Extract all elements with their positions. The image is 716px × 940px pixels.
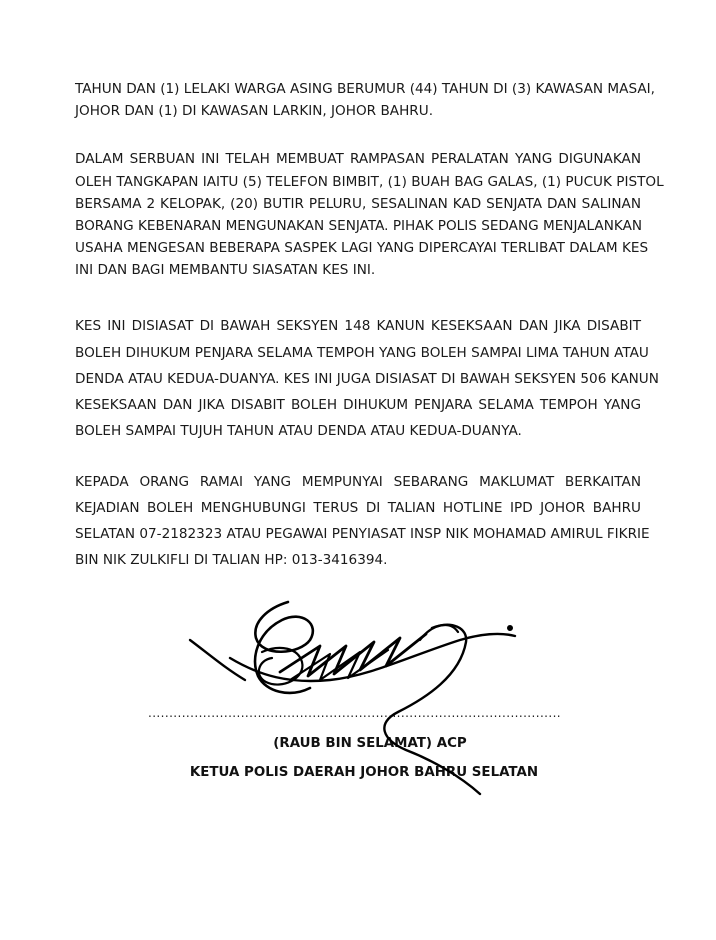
- signature-stroke: [420, 625, 458, 640]
- signature-stroke: [280, 634, 426, 676]
- paragraph-4-line-2: KEJADIAN BOLEH MENGHUBUNGI TERUS DI TALIAN HOTLINE IPD JOHOR BAHRU: [75, 500, 641, 516]
- paragraph-3-line-3: DENDA ATAU KEDUA-DUANYA. KES INI JUGA DISIASAT DI BAWAH SEKSYEN 506 KANUN: [75, 371, 659, 387]
- paragraph-3-line-5: BOLEH SAMPAI TUJUH TAHUN ATAU DENDA ATAU KEDUA-DUANYA.: [75, 423, 522, 439]
- paragraph-2-line-6: INI DAN BAGI MEMBANTU SIASATAN KES INI.: [75, 262, 376, 278]
- signature-stroke: [255, 602, 313, 693]
- signatory-name: (RAUB BIN SELAMAT) ACP: [273, 736, 467, 751]
- paragraph-3-line-4: KESEKSAAN DAN JIKA DISABIT BOLEH DIHUKUM PENJARA SELAMA TEMPOH YANG: [75, 397, 641, 413]
- paragraph-3-line-2: BOLEH DIHUKUM PENJARA SELAMA TEMPOH YANG BOLEH SAMPAI LIMA TAHUN ATAU: [75, 345, 649, 361]
- signature-stroke: [190, 640, 245, 680]
- signatory-title: KETUA POLIS DAERAH JOHOR BAHRU SELATAN: [189, 765, 539, 780]
- paragraph-2-line-2: OLEH TANGKAPAN IAITU (5) TELEFON BIMBIT, (1) BUAH BAG GALAS, (1) PUCUK PISTOL: [75, 174, 664, 190]
- paragraph-4-line-4: BIN NIK ZULKIFLI DI TALIAN HP: 013-3416394.: [75, 552, 388, 568]
- paragraph-1-line-2: JOHOR DAN (1) DI KAWASAN LARKIN, JOHOR BAHRU.: [75, 103, 434, 119]
- paragraph-3-line-1: KES INI DISIASAT DI BAWAH SEKSYEN 148 KANUN KESEKSAAN DAN JIKA DISABIT: [75, 318, 641, 334]
- signature-dotted-line: ..................................................................................................: [148, 706, 562, 720]
- signature-stroke: [259, 648, 303, 685]
- paragraph-2-line-3: BERSAMA 2 KELOPAK, (20) BUTIR PELURU, SESALINAN KAD SENJATA DAN SALINAN: [75, 196, 641, 212]
- paragraph-2-line-5: USAHA MENGESAN BEBERAPA SASPEK LAGI YANG DIPERCAYAI TERLIBAT DALAM KES: [75, 240, 649, 256]
- paragraph-2-line-1: DALAM SERBUAN INI TELAH MEMBUAT RAMPASAN PERALATAN YANG DIGUNAKAN: [75, 151, 641, 167]
- signature-stroke: [290, 650, 388, 680]
- paragraph-4-line-1: KEPADA ORANG RAMAI YANG MEMPUNYAI SEBARANG MAKLUMAT BERKAITAN: [75, 474, 641, 490]
- paragraph-4-line-3: SELATAN 07-2182323 ATAU PEGAWAI PENYIASAT INSP NIK MOHAMAD AMIRUL FIKRIE: [75, 526, 650, 542]
- paragraph-2-line-4: BORANG KEBENARAN MENGUNAKAN SENJATA. PIHAK POLIS SEDANG MENJALANKAN: [75, 218, 643, 234]
- signature-dot: [507, 625, 513, 631]
- signature-stroke: [230, 634, 515, 681]
- paragraph-1-line-1: TAHUN DAN (1) LELAKI WARGA ASING BERUMUR (44) TAHUN DI (3) KAWASAN MASAI,: [75, 81, 655, 97]
